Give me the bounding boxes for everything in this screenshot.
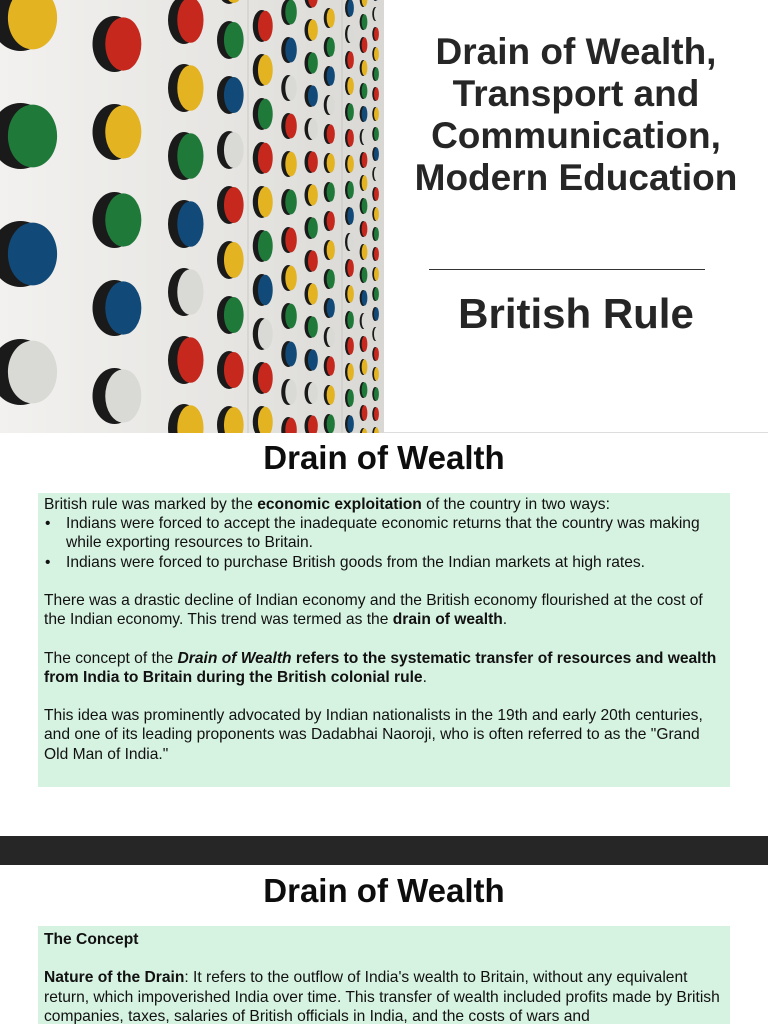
hole-color xyxy=(285,38,296,63)
hole-color xyxy=(347,259,354,276)
hole-color xyxy=(374,347,379,360)
hole-color xyxy=(362,359,368,374)
hole-color xyxy=(347,0,354,17)
slide-drain-of-wealth-concept xyxy=(0,865,768,1024)
hole-color xyxy=(374,187,379,200)
hole-color xyxy=(177,269,203,315)
hole-color xyxy=(308,152,318,173)
hole-color xyxy=(374,127,379,140)
content-box xyxy=(38,926,730,1024)
hole-color xyxy=(308,119,318,140)
hole-color xyxy=(374,287,379,300)
perforated-wall-photo xyxy=(0,0,384,433)
hole-color xyxy=(347,103,354,120)
hole-color xyxy=(224,132,244,168)
hole-color xyxy=(285,228,296,253)
hole-color xyxy=(362,267,368,282)
hole-color xyxy=(327,125,335,144)
hole-color xyxy=(374,247,379,260)
hole-color xyxy=(177,201,203,247)
concept-paragraph xyxy=(44,649,724,687)
content-box xyxy=(38,493,730,787)
hole-color xyxy=(362,83,368,98)
hole-color xyxy=(347,181,354,198)
hole-color xyxy=(347,25,354,42)
title-divider xyxy=(429,269,705,270)
hole-color xyxy=(258,187,273,217)
bullet-list xyxy=(44,514,724,572)
hole-color xyxy=(327,415,335,434)
hole-color xyxy=(347,363,354,380)
hole-color xyxy=(327,96,335,115)
hole-color xyxy=(362,60,368,75)
hole-color xyxy=(374,147,379,160)
hole-color xyxy=(308,86,318,107)
bullet-item: • Indians were forced to purchase British goods from the Indian markets at high rates. xyxy=(44,553,724,572)
hole-color xyxy=(105,105,141,158)
hole-color xyxy=(374,407,379,420)
hole-color xyxy=(308,53,318,74)
hole-color xyxy=(362,37,368,52)
hole-color xyxy=(327,299,335,318)
hole-color xyxy=(347,129,354,146)
hole-color xyxy=(374,87,379,100)
cover-photo xyxy=(0,0,384,433)
hole-color xyxy=(327,270,335,289)
hole-color xyxy=(258,231,273,261)
concept-bold: refers to the systematic transfer of resources and wealth from India to Britain during the British colonial rule xyxy=(44,649,717,686)
slide-separator-bar xyxy=(0,836,768,865)
hole-color xyxy=(224,352,244,388)
hole-color xyxy=(258,319,273,349)
nature-text: : It refers to the outflow of India's wealth to Britain, without any equivalent return, which impoverished India over time. This transfer of wealth included profits made by British companies, taxes, salaries of British officials in India, and the costs of wars and xyxy=(44,969,720,1024)
intro-text: British rule was marked by the xyxy=(44,496,258,513)
hole-color xyxy=(374,307,379,320)
hole-color xyxy=(8,341,57,404)
decline-bold: drain of wealth xyxy=(392,611,503,629)
cover-slide xyxy=(0,0,768,433)
hole-color xyxy=(347,77,354,94)
hole-color xyxy=(374,267,379,280)
hole-color xyxy=(327,357,335,376)
hole-color xyxy=(374,47,379,60)
hole-color xyxy=(308,20,318,41)
hole-color xyxy=(224,242,244,278)
hole-color xyxy=(362,198,368,213)
hole-color xyxy=(347,233,354,250)
hole-color xyxy=(177,337,203,383)
hole-color xyxy=(327,9,335,28)
hole-color xyxy=(308,383,318,404)
hole-color xyxy=(8,105,57,168)
decline-paragraph xyxy=(44,591,724,629)
hole-color xyxy=(258,55,273,85)
hole-color xyxy=(362,221,368,236)
hole-color xyxy=(327,241,335,260)
hole-color xyxy=(347,155,354,172)
deck-subtitle: British Rule xyxy=(458,290,694,337)
hole-color xyxy=(285,342,296,367)
hole-color xyxy=(362,14,368,29)
nature-paragraph xyxy=(44,968,724,1024)
hole-color xyxy=(308,317,318,338)
hole-color xyxy=(258,11,273,41)
hole-color xyxy=(327,67,335,86)
hole-color xyxy=(362,382,368,397)
hole-color xyxy=(374,67,379,80)
hole-color xyxy=(105,17,141,70)
hole-color xyxy=(327,38,335,57)
hole-color xyxy=(224,22,244,58)
cover-text-panel xyxy=(384,0,768,433)
hole-color xyxy=(105,281,141,334)
hole-color xyxy=(224,297,244,333)
hole-color xyxy=(105,369,141,422)
hole-color xyxy=(374,207,379,220)
hole-color xyxy=(374,167,379,180)
hole-color xyxy=(374,107,379,120)
hole-color xyxy=(327,154,335,173)
hole-color xyxy=(374,7,379,20)
concept-label xyxy=(44,930,724,949)
hole-color xyxy=(347,337,354,354)
nature-label: Nature of the Drain xyxy=(44,969,185,987)
hole-color xyxy=(362,405,368,420)
hole-color xyxy=(308,284,318,305)
hole-color xyxy=(347,415,354,432)
hole-color xyxy=(374,27,379,40)
hole-color xyxy=(347,311,354,328)
hole-color xyxy=(285,190,296,215)
hole-color xyxy=(308,350,318,371)
hole-color xyxy=(362,175,368,190)
hole-color xyxy=(285,152,296,177)
deck-title: Drain of Wealth, Transport and Communication, Modern Education xyxy=(414,31,738,198)
naoroji-paragraph: This idea was prominently advocated by Indian nationalists in the 19th and early 20th centuries, and one of its leading proponents was Dadabhai Naoroji, who is often referred to as the "Grand Old Man of India." xyxy=(44,707,703,763)
hole-color xyxy=(374,327,379,340)
intro-paragraph xyxy=(44,495,724,514)
hole-color xyxy=(327,183,335,202)
concept-italic: Drain of Wealth xyxy=(177,649,292,667)
hole-color xyxy=(285,266,296,291)
slide-heading: Drain of Wealth xyxy=(263,439,505,476)
hole-color xyxy=(327,212,335,231)
hole-color xyxy=(285,76,296,101)
concept-text-end: . xyxy=(422,668,427,686)
hole-color xyxy=(285,114,296,139)
bullet-item: • Indians were forced to accept the inadequate economic returns that the country was making while exporting resources to Britain. xyxy=(44,514,724,552)
hole-color xyxy=(8,223,57,286)
hole-color xyxy=(177,133,203,179)
hole-color xyxy=(105,193,141,246)
hole-color xyxy=(258,275,273,305)
hole-color xyxy=(362,152,368,167)
hole-color xyxy=(258,99,273,129)
hole-color xyxy=(362,106,368,121)
hole-color xyxy=(362,290,368,305)
hole-color xyxy=(362,244,368,259)
decline-text-end: . xyxy=(502,611,508,629)
slide-heading: Drain of Wealth xyxy=(263,872,505,909)
slide-drain-of-wealth-intro xyxy=(0,434,768,836)
hole-color xyxy=(347,51,354,68)
hole-color xyxy=(258,143,273,173)
intro-text-end: of the country in two ways: xyxy=(421,496,610,513)
intro-bold: economic exploitation xyxy=(257,496,422,513)
hole-color xyxy=(327,328,335,347)
concept-text: The concept of the xyxy=(44,649,178,667)
hole-color xyxy=(285,380,296,405)
hole-color xyxy=(327,386,335,405)
hole-color xyxy=(374,367,379,380)
hole-color xyxy=(347,207,354,224)
hole-color xyxy=(258,363,273,393)
hole-color xyxy=(347,389,354,406)
hole-color xyxy=(374,227,379,240)
hole-color xyxy=(224,187,244,223)
hole-color xyxy=(308,218,318,239)
hole-color xyxy=(177,65,203,111)
hole-color xyxy=(362,336,368,351)
hole-color xyxy=(224,77,244,113)
hole-color xyxy=(362,313,368,328)
hole-color xyxy=(347,285,354,302)
concept-label-text: The Concept xyxy=(44,931,139,948)
hole-color xyxy=(285,0,296,24)
hole-color xyxy=(285,304,296,329)
hole-color xyxy=(362,129,368,144)
hole-color xyxy=(308,185,318,206)
decline-text: There was a drastic decline of Indian economy and the British economy flourished at the cost of the Indian economy. This trend was termed as the xyxy=(44,592,703,629)
hole-color xyxy=(308,251,318,272)
hole-color xyxy=(374,387,379,400)
